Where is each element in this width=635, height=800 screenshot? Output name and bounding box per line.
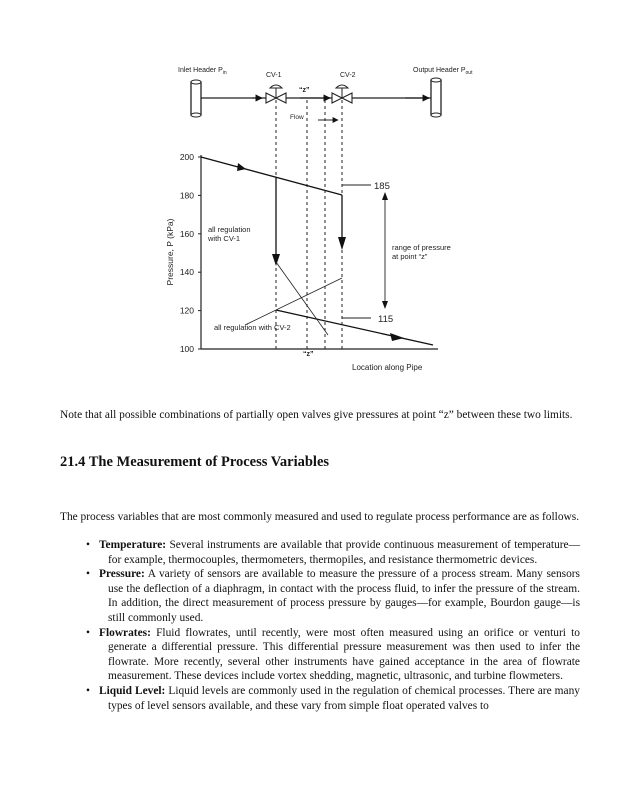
bullet-icon: • bbox=[86, 626, 90, 639]
note-paragraph: Note that all possible combinations of partially open valves give pressures at point “z” between these two limits. bbox=[60, 409, 573, 421]
section-heading: 21.4 The Measurement of Process Variables bbox=[60, 454, 330, 470]
pressure-chart bbox=[165, 100, 451, 372]
cv1-note: all regulation with CV-1 bbox=[208, 225, 251, 243]
outlet-label: Output Header $P_{out}$ bbox=[413, 67, 473, 76]
y-tick-label: 180 bbox=[179, 190, 194, 201]
list-item: • Liquid Level: Liquid levels are commonly used in the regulation of chemical processes. There are many types of level sensors available, and these vary from simple float operated valves to bbox=[86, 684, 580, 712]
profile-top bbox=[201, 157, 342, 195]
bullet-list bbox=[60, 538, 580, 713]
z-label: “z” bbox=[299, 87, 310, 94]
profile-bottom-arrow bbox=[390, 333, 404, 341]
label-115: 115 bbox=[378, 314, 394, 325]
cv2-regulation-line bbox=[245, 278, 342, 325]
profile-bottom bbox=[276, 310, 433, 345]
list-item: • Flowrates: Fluid flowrates, until recently, were most often measured using an orifice or venturi to generate a differential pressure. This differential pressure measurement was then used to infer the flowrate. More recently, several other instruments have gained acceptance in the area of flowrate measurement. These devices include vortex shedding, magnetic, ultrasonic, and turbine flowmeters. bbox=[86, 626, 580, 683]
outlet-header bbox=[431, 80, 441, 115]
y-tick-label: 160 bbox=[179, 228, 194, 239]
pressure-figure bbox=[0, 0, 635, 390]
inlet-label: Inlet Header $P_{in}$ bbox=[178, 67, 227, 76]
y-tick-label: 100 bbox=[179, 344, 194, 354]
inlet-header bbox=[191, 82, 201, 115]
y-tick-label: 140 bbox=[179, 267, 194, 278]
bullet-icon: • bbox=[86, 539, 90, 551]
y-tick-label: 200 bbox=[179, 152, 194, 162]
label-185: 185 bbox=[374, 181, 390, 192]
cv1-label: CV-1 bbox=[266, 72, 282, 79]
range-label: range of pressure at point “z” bbox=[392, 243, 451, 261]
bullet-icon: • bbox=[86, 568, 90, 581]
list-item: • Pressure: A variety of sensors are available to measure the pressure of a process stream. Many sensors use the deflection of a diaphragm, in contact with the process fluid, to infer the pressure of the stream. In addition, the direct measurement of process pressure by gauges—for example, Bourdon gauge—is still commonly used. bbox=[86, 568, 580, 624]
intro-paragraph: The process variables that are most commonly measured and used to regulate process performance are as follows. bbox=[60, 511, 580, 523]
flow-label: Flow bbox=[290, 114, 304, 121]
y-tick-label: 120 bbox=[179, 305, 194, 316]
y-axis-label: Pressure, P (kPa) bbox=[165, 218, 175, 286]
cv2-label: CV-2 bbox=[340, 72, 356, 79]
x-z-label: “z” bbox=[303, 351, 314, 358]
bullet-icon: • bbox=[86, 684, 90, 697]
x-axis-label: Location along Pipe bbox=[352, 363, 423, 372]
profile-top-arrow bbox=[237, 163, 246, 171]
piping-schematic bbox=[178, 67, 473, 121]
cv2-note: all regulation with CV-2 bbox=[214, 323, 291, 332]
list-item: • Temperature: Several instruments are available that provide continuous measurement of temperature—for example, thermocouples, thermometers, thermopiles, and resistance thermometric devices. bbox=[86, 539, 580, 566]
